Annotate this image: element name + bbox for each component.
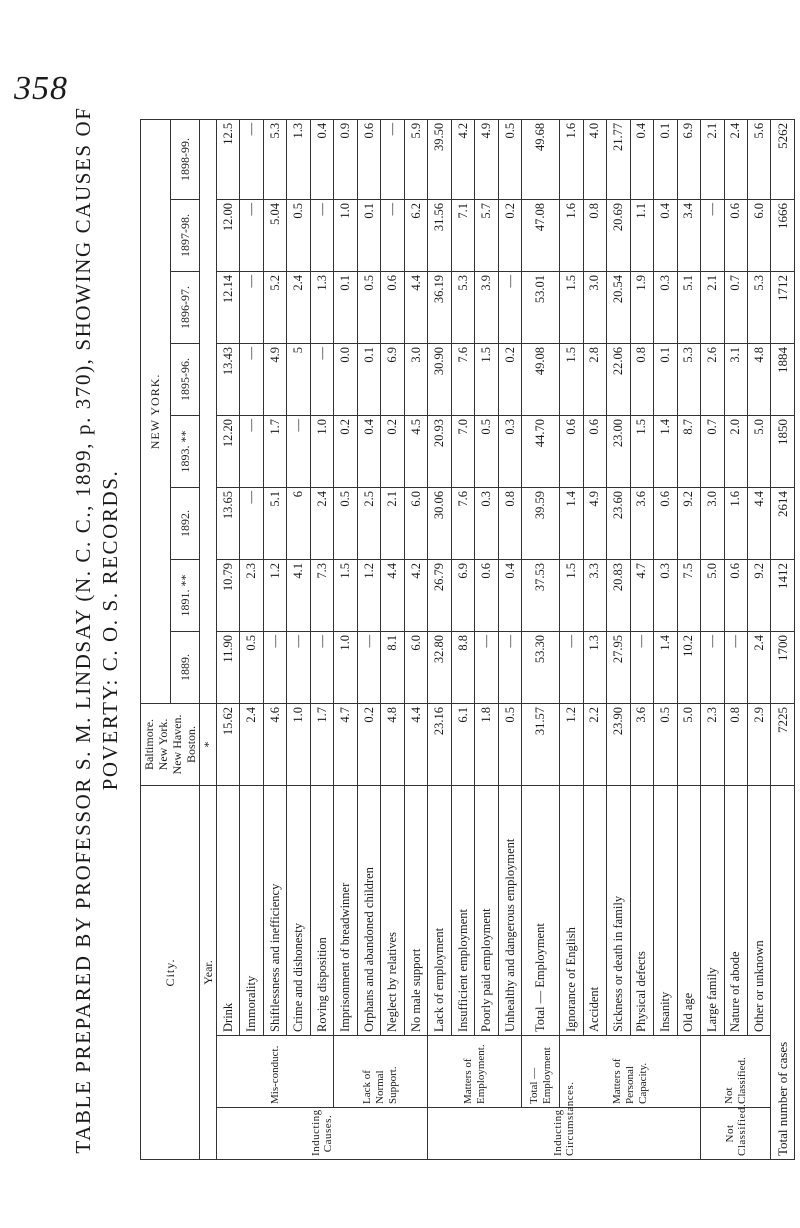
table-cell: — [701, 199, 724, 271]
table-cell: 1.4 [560, 487, 583, 559]
cause-label: Total — Employment [522, 785, 560, 1035]
table-cell: 3.0 [404, 343, 427, 415]
cause-label: Old age [677, 785, 700, 1035]
table-cell: 1.0 [334, 631, 357, 703]
table-cell: 15.62 [217, 703, 240, 785]
table-cell: 0.6 [381, 271, 404, 343]
table-cell: 2.0 [724, 415, 747, 487]
total-cell: 1666 [771, 199, 795, 271]
table-row [263, 119, 286, 1159]
table-cell: 49.08 [522, 343, 560, 415]
year-header-1895-96: 1895-96. [170, 343, 200, 415]
table-cell: 2.4 [310, 487, 333, 559]
table-cell: 4.0 [583, 119, 606, 199]
table-cell: 20.69 [607, 199, 630, 271]
table-cell: 0.2 [498, 343, 521, 415]
table-row [287, 119, 310, 1159]
table-cell: 2.4 [748, 631, 771, 703]
table-cell: 4.2 [451, 119, 474, 199]
table-cell: 2.9 [748, 703, 771, 785]
table-row [654, 119, 677, 1159]
table-cell: 3.4 [677, 199, 700, 271]
total-cell: 7225 [771, 703, 795, 785]
year-spacer [200, 119, 217, 703]
table-row [498, 119, 521, 1159]
table-cell: 12.14 [217, 271, 240, 343]
table-cell: 12.00 [217, 199, 240, 271]
cause-label: Unhealthy and dangerous employment [498, 785, 521, 1035]
table-cell: — [263, 631, 286, 703]
table-cell: 0.8 [724, 703, 747, 785]
table-cell: 9.2 [748, 559, 771, 631]
table-cell: 13.65 [217, 487, 240, 559]
cause-label: Drink [217, 785, 240, 1035]
table-cell: 11.90 [217, 631, 240, 703]
table-row [677, 119, 700, 1159]
table-cell: 3.0 [701, 487, 724, 559]
table-cell: 0.2 [357, 703, 380, 785]
table-cell: — [240, 199, 263, 271]
table-row [475, 119, 498, 1159]
table-cell: 5 [287, 343, 310, 415]
total-cell: 1712 [771, 271, 795, 343]
table-cell: 0.5 [654, 703, 677, 785]
table-cell: 3.6 [630, 487, 653, 559]
table-row [583, 119, 606, 1159]
table-cell: 0.1 [654, 119, 677, 199]
table-cell: 21.77 [607, 119, 630, 199]
table-cell: 5.1 [263, 487, 286, 559]
city-boston: Boston. [184, 725, 198, 763]
table-cell: — [240, 487, 263, 559]
subgroup-label: Matters of Employment. [428, 1036, 522, 1108]
table-cell: 1.6 [724, 487, 747, 559]
table-cell: — [240, 415, 263, 487]
cause-label: Immorality [240, 785, 263, 1035]
city-new-haven: New Haven. [170, 714, 184, 775]
cause-label: Neglect by relatives [381, 785, 404, 1035]
table-cell: 1.2 [357, 559, 380, 631]
group-label: Inducting Causes. [217, 1108, 428, 1160]
table-cell: 0.6 [357, 119, 380, 199]
table-cell: 0.5 [240, 631, 263, 703]
table-row [240, 119, 263, 1159]
table-cell: 2.3 [240, 559, 263, 631]
page-number: 358 [14, 70, 68, 107]
table-cell: 1.0 [334, 199, 357, 271]
table-cell: 0.1 [357, 199, 380, 271]
cause-label: Large family [701, 785, 724, 1035]
cause-label: Insanity [654, 785, 677, 1035]
combined-year-marker: * [200, 703, 217, 785]
table-cell: 7.6 [451, 343, 474, 415]
table-cell: 4.4 [381, 559, 404, 631]
table-title-line-2: POVERTY: C. O. S. RECORDS. [98, 469, 122, 791]
table-row [701, 119, 724, 1159]
table-row [522, 119, 560, 1159]
table-cell: 23.16 [428, 703, 451, 785]
table-row [560, 119, 583, 1159]
table-cell: 0.2 [334, 415, 357, 487]
table-cell: 32.80 [428, 631, 451, 703]
table-cell: 0.4 [498, 559, 521, 631]
table-cell: 0.4 [357, 415, 380, 487]
year-label: Year. [200, 785, 217, 1159]
table-cell: 1.8 [475, 703, 498, 785]
table-cell: 6.9 [677, 119, 700, 199]
table-cell: 5.1 [677, 271, 700, 343]
table-cell: 20.54 [607, 271, 630, 343]
year-header-1889: 1889. [170, 631, 200, 703]
table-cell: 0.6 [583, 415, 606, 487]
table-cell: 1.4 [654, 415, 677, 487]
table-cell: — [357, 631, 380, 703]
table-cell: 2.1 [701, 119, 724, 199]
table-cell: 1.2 [263, 559, 286, 631]
table-cell: — [475, 631, 498, 703]
table-cell: 0.5 [334, 487, 357, 559]
subgroup-label: Total — Employment [522, 1036, 560, 1108]
subgroup-label: Not Classified. [701, 1036, 771, 1108]
table-cell: — [287, 415, 310, 487]
table-cell: 5.0 [748, 415, 771, 487]
table-cell: 0.5 [498, 703, 521, 785]
table-cell: 4.4 [748, 487, 771, 559]
table-cell: — [240, 343, 263, 415]
table-cell: 1.1 [630, 199, 653, 271]
table-cell: 26.79 [428, 559, 451, 631]
table-cell: — [240, 271, 263, 343]
table-cell: 10.79 [217, 559, 240, 631]
table-cell: 7.0 [451, 415, 474, 487]
table-cell: 6.9 [381, 343, 404, 415]
table-cell: 53.30 [522, 631, 560, 703]
table-cell: 4.9 [583, 487, 606, 559]
table-cell: 0.5 [475, 415, 498, 487]
total-cell: 1412 [771, 559, 795, 631]
table-cell: 2.4 [287, 271, 310, 343]
table-cell: 4.4 [404, 703, 427, 785]
table-row [404, 119, 427, 1159]
table-cell: — [498, 271, 521, 343]
city-new-york: New York. [156, 718, 170, 771]
table-cell: 5.3 [748, 271, 771, 343]
table-cell: 6.2 [404, 199, 427, 271]
table-cell: 5.3 [677, 343, 700, 415]
table-cell: 6.0 [404, 487, 427, 559]
table-cell: 1.3 [583, 631, 606, 703]
total-cell: 5262 [771, 119, 795, 199]
table-row [724, 119, 747, 1159]
total-cell: 1700 [771, 631, 795, 703]
table-cell: 1.0 [287, 703, 310, 785]
table-cell: 0.5 [357, 271, 380, 343]
year-header-1897-98: 1897-98. [170, 199, 200, 271]
table-cell: 5.04 [263, 199, 286, 271]
table-cell: 22.06 [607, 343, 630, 415]
table-cell: 2.6 [701, 343, 724, 415]
table-cell: — [287, 631, 310, 703]
table-cell: 27.95 [607, 631, 630, 703]
table-cell: 1.2 [560, 703, 583, 785]
table-cell: 0.1 [334, 271, 357, 343]
table-cell: 4.8 [381, 703, 404, 785]
city-header: City. [141, 785, 200, 1159]
table-cell: 6.0 [404, 631, 427, 703]
table-cell: — [310, 199, 333, 271]
cause-label: Sickness or death in family [607, 785, 630, 1035]
table-cell: 20.83 [607, 559, 630, 631]
table-cell: 4.7 [334, 703, 357, 785]
table-row [428, 119, 451, 1159]
cause-label: No male support [404, 785, 427, 1035]
table-cell: — [240, 119, 263, 199]
table-cell: 2.3 [701, 703, 724, 785]
table-cell: 8.8 [451, 631, 474, 703]
table-cell: 4.9 [263, 343, 286, 415]
year-header-1898-99: 1898-99. [170, 119, 200, 199]
table-cell: 5.3 [263, 119, 286, 199]
causes-of-poverty-table-wrapper [140, 120, 791, 1160]
table-cell: 5.0 [677, 703, 700, 785]
table-cell: 39.50 [428, 119, 451, 199]
table-cell: 0.5 [498, 119, 521, 199]
table-cell: 0.6 [560, 415, 583, 487]
table-cell: 12.20 [217, 415, 240, 487]
table-cell: 6 [287, 487, 310, 559]
table-cell: — [498, 631, 521, 703]
table-cell: 3.6 [630, 703, 653, 785]
table-cell: 4.9 [475, 119, 498, 199]
table-cell: 4.8 [748, 343, 771, 415]
table-cell: 0.6 [475, 559, 498, 631]
table-row [334, 119, 357, 1159]
table-cell: 0.3 [498, 415, 521, 487]
table-cell: 2.8 [583, 343, 606, 415]
table-cell: 0.5 [287, 199, 310, 271]
cause-label: Crime and dishonesty [287, 785, 310, 1035]
cause-label: Orphans and abandoned children [357, 785, 380, 1035]
table-cell: 6.0 [748, 199, 771, 271]
table-cell: 6.9 [451, 559, 474, 631]
table-cell: 0.3 [654, 559, 677, 631]
table-cell: — [381, 199, 404, 271]
table-cell: 0.3 [654, 271, 677, 343]
table-cell: 5.6 [748, 119, 771, 199]
table-cell: 0.1 [357, 343, 380, 415]
table-cell: — [701, 631, 724, 703]
table-cell: 44.70 [522, 415, 560, 487]
table-cell: 7.5 [677, 559, 700, 631]
table-cell: 2.1 [701, 271, 724, 343]
table-row [451, 119, 474, 1159]
table-cell: 23.00 [607, 415, 630, 487]
cause-label: Accident [583, 785, 606, 1035]
table-cell: 2.4 [240, 703, 263, 785]
table-cell: 12.5 [217, 119, 240, 199]
table-cell: 0.7 [724, 271, 747, 343]
new-york-header: NEW YORK. [141, 119, 171, 703]
table-title [70, 60, 130, 1200]
total-cell: 1884 [771, 343, 795, 415]
table-cell: 1.5 [560, 271, 583, 343]
table-cell: 7.6 [451, 487, 474, 559]
table-cell: 0.0 [334, 343, 357, 415]
subgroup-label: Mis-conduct. [217, 1036, 334, 1108]
table-body [217, 119, 795, 1159]
table-cell: 0.4 [630, 119, 653, 199]
cause-label: Other or unknown [748, 785, 771, 1035]
table-cell: 1.6 [560, 119, 583, 199]
table-cell: 0.6 [724, 559, 747, 631]
table-cell: 3.0 [583, 271, 606, 343]
table-cell: 5.7 [475, 199, 498, 271]
table-cell: 3.1 [724, 343, 747, 415]
city-baltimore: Baltimore. [142, 718, 156, 770]
table-cell: 23.60 [607, 487, 630, 559]
cause-label: Insufficient employment [451, 785, 474, 1035]
group-label: Not Classified. [701, 1108, 771, 1160]
table-cell: 31.56 [428, 199, 451, 271]
table-cell: — [310, 343, 333, 415]
table-row [607, 119, 630, 1159]
table-row [630, 119, 653, 1159]
table-cell: 4.7 [630, 559, 653, 631]
table-cell: 0.2 [498, 199, 521, 271]
table-cell: 30.06 [428, 487, 451, 559]
table-cell: 31.57 [522, 703, 560, 785]
table-cell: 1.9 [630, 271, 653, 343]
table-cell: 1.3 [287, 119, 310, 199]
table-cell: 9.2 [677, 487, 700, 559]
cause-label: Poorly paid employment [475, 785, 498, 1035]
table-cell: — [724, 631, 747, 703]
table-cell: 2.4 [724, 119, 747, 199]
table-cell: 4.6 [263, 703, 286, 785]
table-cell: 5.0 [701, 559, 724, 631]
table-cell: 7.3 [310, 559, 333, 631]
table-cell: 1.5 [630, 415, 653, 487]
group-label: Inducting Circumstances. [428, 1108, 701, 1160]
table-cell: 0.6 [724, 199, 747, 271]
table-cell: 3.3 [583, 559, 606, 631]
table-cell: 8.1 [381, 631, 404, 703]
table-cell: 0.8 [583, 199, 606, 271]
table-cell: 1.5 [560, 559, 583, 631]
table-cell: 7.1 [451, 199, 474, 271]
year-header-1896-97: 1896-97. [170, 271, 200, 343]
year-header-1891: 1891. ** [170, 559, 200, 631]
cause-label: Physical defects [630, 785, 653, 1035]
table-cell: 2.2 [583, 703, 606, 785]
table-cell: 23.90 [607, 703, 630, 785]
table-cell: 4.1 [287, 559, 310, 631]
table-cell: 0.3 [475, 487, 498, 559]
table-cell: 5.3 [451, 271, 474, 343]
table-cell: 0.4 [310, 119, 333, 199]
table-cell: 0.4 [654, 199, 677, 271]
table-cell: — [630, 631, 653, 703]
table-cell: 8.7 [677, 415, 700, 487]
table-cell: — [310, 631, 333, 703]
table-cell: 36.19 [428, 271, 451, 343]
table-cell: 0.7 [701, 415, 724, 487]
table-cell: 1.6 [560, 199, 583, 271]
cause-label: Imprisonment of breadwinner [334, 785, 357, 1035]
total-row [771, 119, 795, 1159]
cause-label: Nature of abode [724, 785, 747, 1035]
table-cell: 1.5 [560, 343, 583, 415]
table-cell: 4.5 [404, 415, 427, 487]
table-cell: 0.8 [498, 487, 521, 559]
table-cell: 0.9 [334, 119, 357, 199]
table-cell: — [381, 119, 404, 199]
total-cell: 1850 [771, 415, 795, 487]
table-cell: 1.7 [263, 415, 286, 487]
table-title-line-1: TABLE PREPARED BY PROFESSOR S. M. LINDSAY (N. C. C., 1899, p. 370), SHOWING CAUSES OF [71, 106, 95, 1154]
table-cell: 0.6 [654, 487, 677, 559]
table-cell: 0.1 [654, 343, 677, 415]
table-cell: 3.9 [475, 271, 498, 343]
table-row [357, 119, 380, 1159]
total-cell: 2614 [771, 487, 795, 559]
table-cell: 49.68 [522, 119, 560, 199]
table-cell: 1.5 [334, 559, 357, 631]
table-cell: 0.8 [630, 343, 653, 415]
table-cell: 30.90 [428, 343, 451, 415]
table-cell: 10.2 [677, 631, 700, 703]
table-cell: 5.9 [404, 119, 427, 199]
table-cell: 1.3 [310, 271, 333, 343]
year-header-1892: 1892. [170, 487, 200, 559]
combined-cities-header [141, 703, 200, 785]
table-cell: 1.5 [475, 343, 498, 415]
cause-label: Shiftlessness and inefficiency [263, 785, 286, 1035]
table-row [381, 119, 404, 1159]
table-cell: 53.01 [522, 271, 560, 343]
table-cell: 37.53 [522, 559, 560, 631]
cause-label: Ignorance of English [560, 785, 583, 1035]
table-cell: 39.59 [522, 487, 560, 559]
table-cell: — [560, 631, 583, 703]
year-header-1893: 1893. ** [170, 415, 200, 487]
table-cell: 1.0 [310, 415, 333, 487]
table-cell: 6.1 [451, 703, 474, 785]
table-cell: 4.2 [404, 559, 427, 631]
cause-label: Lack of employment [428, 785, 451, 1035]
subgroup-label: Matters of Personal Capacity. [560, 1036, 701, 1108]
table-row [748, 119, 771, 1159]
table-cell: 1.7 [310, 703, 333, 785]
table-row [217, 119, 240, 1159]
table-cell: 2.1 [381, 487, 404, 559]
table-cell: 0.2 [381, 415, 404, 487]
table-row [310, 119, 333, 1159]
table-cell: 47.08 [522, 199, 560, 271]
table-cell: 2.5 [357, 487, 380, 559]
cause-label: Roving disposition [310, 785, 333, 1035]
table-cell: 20.93 [428, 415, 451, 487]
table-cell: 5.2 [263, 271, 286, 343]
table-cell: 4.4 [404, 271, 427, 343]
subgroup-label: Lack of Normal Support. [334, 1036, 428, 1108]
total-label: Total number of cases [771, 785, 795, 1159]
table-cell: 13.43 [217, 343, 240, 415]
table-cell: 1.4 [654, 631, 677, 703]
causes-of-poverty-table [140, 119, 795, 1160]
